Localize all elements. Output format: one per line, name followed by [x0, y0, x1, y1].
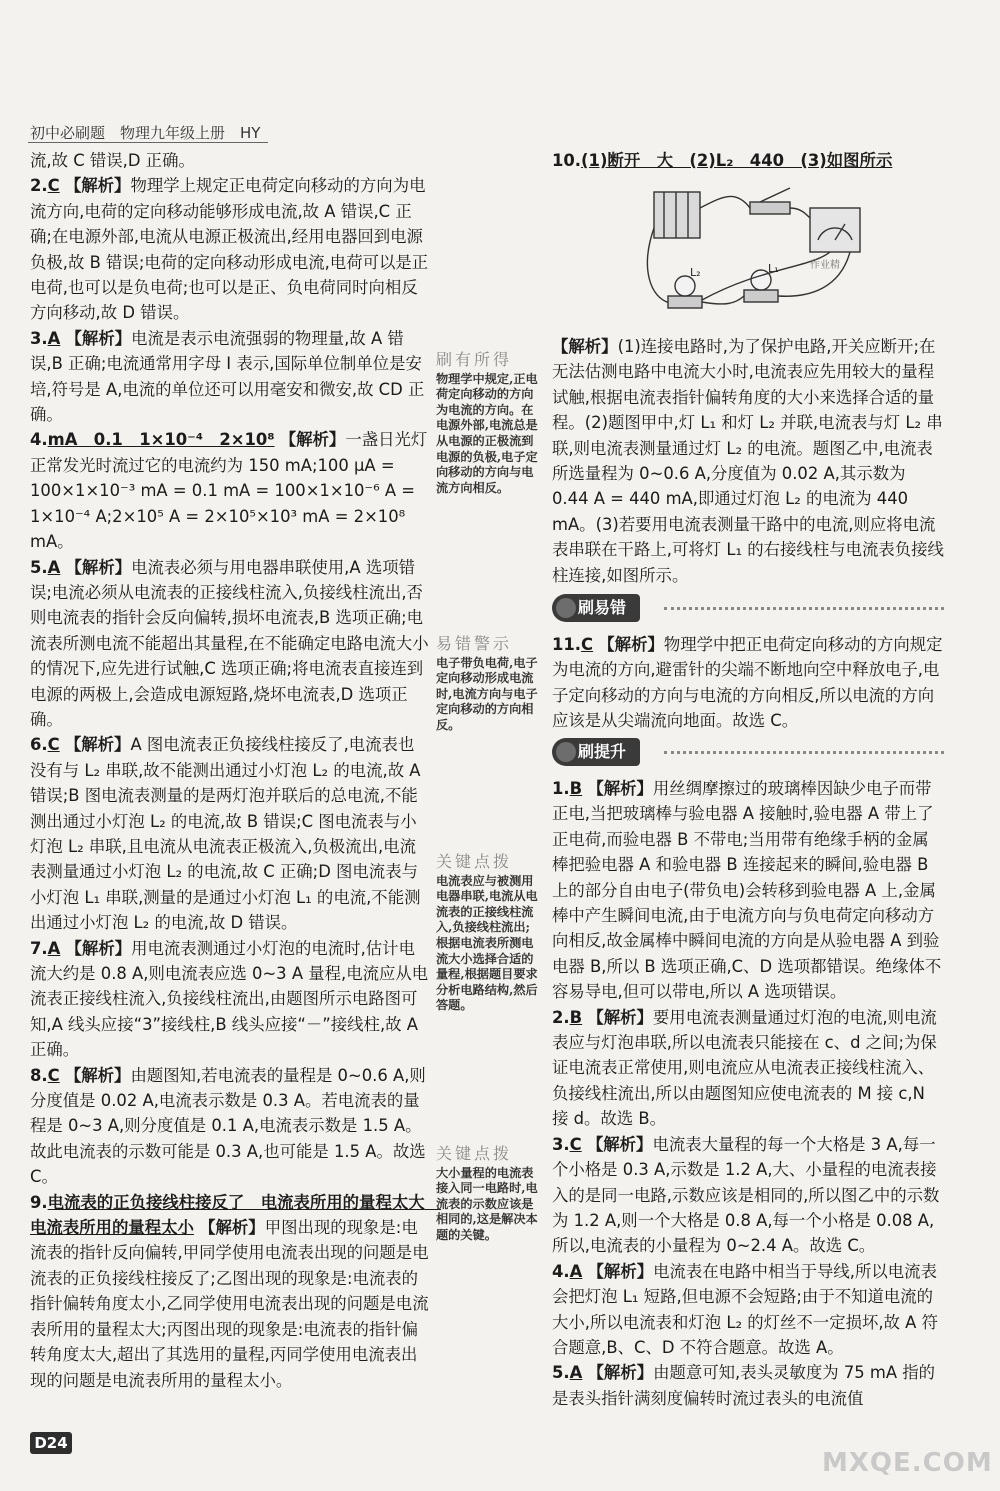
switch-icon	[750, 202, 790, 214]
bulb-base-l2	[668, 296, 702, 308]
section-icon	[556, 598, 576, 618]
left-column	[30, 148, 442, 1393]
circuit-diagram	[640, 178, 880, 328]
header-divider	[28, 142, 268, 143]
ammeter-icon	[810, 208, 860, 252]
side-note-takeaway: 刷有所得 物理学中规定,正电荷定向移动的方向为电流的方向。在电源外部,电流总是从电源的正极流到电源的负极,电子定向移动的方向与电流方向相反。	[436, 350, 538, 495]
section-improve: 刷提升	[552, 738, 944, 768]
l1-label: L₁	[768, 262, 779, 275]
improve-answer-5: 5.A 【解析】由题意可知,表头灵敏度为 75 mA 指的是表头指针满刻度偏转时流过表头的电流值	[552, 1363, 936, 1408]
watermark: MXQE.COM	[822, 1448, 993, 1478]
bulb-l2-icon	[675, 276, 695, 296]
improve-answers	[552, 776, 944, 1411]
stamp-label: 作业精	[810, 260, 840, 271]
answer-7: 7.A 【解析】用电流表测通过小灯泡的电流时,估计电流大约是 0.8 A,则电流表应选 0~3 A 量程,电流应从电流表正接线柱流入,负接线柱流出,由题图所示电路图可知,A 线头应接“3”接线柱,B 线头应接“－”接线柱,故 A 正确。	[30, 938, 429, 1060]
answer-4: 4.mA 0.1 1×10⁻⁴ 2×10⁸ 【解析】一盏日光灯正常发光时流过它的电流约为 150 mA;100 μA = 100×1×10⁻³ mA = 0.1 mA = 100×1×10⁻⁶ A = 1×10⁻⁴ A;2×10⁵ A = 2×10⁵×10³ mA = 2×10⁸ mA。	[30, 430, 428, 552]
improve-answer-2: 2.B 【解析】要用电流表测量通过灯泡的电流,则电流表应与灯泡串联,所以电流表只能接在 c、d 之间;为保证电流表正常使用,则电流应从电流表正接线柱流入、负接线柱流出,所以由题图知应使电流表的 M 接 c,N 接 d。故选 B。	[552, 1007, 937, 1129]
section-icon	[556, 742, 576, 762]
section-easy-wrong: 刷易错	[552, 594, 944, 624]
answer-6: 6.C 【解析】A 图电流表正负接线柱接反了,电流表也没有与 L₂ 串联,故不能测出通过小灯泡 L₂ 的电流,故 A 错误;B 图电流表测量的是两灯泡并联后的总电流,不能测出通过小灯泡 L₂ 的电流,故 B 错误;C 图电流表与小灯泡 L₂ 串联,且电流从电流表正极流入,负极流出,电流表测量通过小灯泡 L₂ 的电流,故 C 正确;D 图电流表与小灯泡 L₁ 串联,测量的是通过小灯泡 L₁ 的电流,不能测出通过小灯泡 L₂ 的电流,故 D 错误。	[30, 735, 421, 933]
improve-answer-3: 3.C 【解析】电流表大量程的每一个大格是 3 A,每一个小格是 0.3 A,示数是 1.2 A,大、小量程的电流表接入的是同一电路,示数应该是相同的,所以图乙中的示数为 1.2 A,则一个大格是 0.8 A,每一个小格是 0.08 A,所以,电流表的小量程为 0~2.4 A。故选 C。	[552, 1134, 940, 1256]
answer-3: 3.A 【解析】电流是表示电流强弱的物理量,故 A 错误,B 正确;电流通常用字母 I 表示,国际单位制单位是安培,符号是 A,电流的单位还可以用毫安和微安,故 CD 正确。	[30, 328, 425, 425]
answer-8: 8.C 【解析】由题图知,若电流表的量程是 0~0.6 A,则分度值是 0.02 A,电流表示数是 0.3 A。若电流表的量程是 0~3 A,则分度值是 0.1 A,电流表示数是 1.5 A。故此电流表的示数可能是 0.3 A,也可能是 1.5 A。故选 C。	[30, 1065, 426, 1187]
side-note-key-point-1: 关键点拨 电流表应与被测用电器串联,电流从电流表的正接线柱流入,负接线柱流出;根据电流表所测电流大小选择合适的量程,根据题目要求分析电路结构,然后答题。	[436, 852, 538, 1013]
answer-1-tail: 流,故 C 错误,D 正确。	[30, 151, 195, 170]
bulb-base-l1	[744, 290, 778, 302]
l2-label: L₂	[690, 266, 701, 279]
improve-answer-4: 4.A 【解析】电流表在电路中相当于导线,所以电流表会把灯泡 L₁ 短路,但电源不会短路;由于不知道电流的大小,所以电流表和灯泡 L₂ 的灯丝不一定损坏,故 A 符合题意,B、C、D 不符合题意。故选 A。	[552, 1261, 938, 1357]
answer-5: 5.A 【解析】电流表必须与用电器串联使用,A 选项错误;电流必须从电流表的正接线柱流入,负接线柱流出,否则电流表的指针会反向偏转,损坏电流表,B 选项正确;电流表所测电流不能超出其量程,在不能确定电路电流大小的情况下,应先进行试触,C 选项正确;将电流表直接连到电源的两极上,会造成电源短路,烧坏电流表,D 选项正确。	[30, 557, 429, 729]
answer-11: 11.C 【解析】物理学中把正电荷定向移动的方向规定为电流的方向,避雷针的尖端不断地向空中释放电子,电子定向移动的方向与电流的方向相反,所以电流的方向应该是从尖端流向地面。故选 C。	[552, 635, 943, 731]
answer-10-analysis: 【解析】(1)连接电路时,为了保护电路,开关应断开;在无法估测电路中电流大小时,电流表应先用较大的量程试触,根据电流表指针偏转角度的大小来选择合适的量程。(2)题图甲中,灯 L₁ 和灯 L₂ 并联,电流表与灯 L₂ 串联,则电流表测量通过灯 L₂ 的电流。题图乙中,电流表所选量程为 0~0.6 A,分度值为 0.02 A,其示数为 0.44 A = 440 mA,即通过灯泡 L₂ 的电流为 440 mA。(3)若要用电流表测量干路中的电流,则应将电流表串联在干路上,可将灯 L₁ 的右接线柱与电流表负接线柱连接,如图所示。	[552, 337, 944, 585]
answer-10-head: 10.(1)断开 大 (2)L₂ 440 (3)如图所示	[552, 151, 893, 170]
answer-2: 2.C 【解析】物理学上规定正电荷定向移动的方向为电流方向,电荷的定向移动能够形成电流,故 A 错误,C 正确;在电源外部,电流从电源正极流出,经用电器回到电源负极,故 B 错误;电荷的定向移动形成电流,电荷可以是正电荷,也可以是负电荷;也可以是正、负电荷同时向相反方向移动,故 D 错误。	[30, 176, 429, 323]
page-number: D24	[30, 1432, 72, 1454]
answer-9: 9.电流表的正负接线柱接反了 电流表所用的量程太大 电流表所用的量程太小 【解析】甲图出现的现象是:电流表的指针反向偏转,甲同学使用电流表出现的问题是电流表的正负接线柱接反了;乙图出现的现象是:电流表的指针偏转角度太小,乙同学使用电流表出现的问题是电流表所用的量程太大;丙图出现的现象是:电流表的指针偏转角度太大,超出了其选用的量程,丙同学使用电流表出现的问题是电流表所用的量程太小。	[30, 1192, 442, 1390]
side-note-key-point-2: 关键点拨 大小量程的电流表接入同一电路时,电流表的示数应该是相同的,这是解决本题的关键。	[436, 1144, 538, 1242]
side-note-error-warning: 易错警示 电子带负电荷,电子定向移动形成电流时,电流方向与电子定向移动的方向相反。	[436, 634, 538, 732]
book-header: 初中必刷题 物理九年级上册 HY	[30, 124, 261, 142]
battery-icon	[654, 192, 700, 238]
improve-answer-1: 1.B 【解析】用丝绸摩擦过的玻璃棒因缺少电子而带正电,当把玻璃棒与验电器 A 接触时,验电器 A 带上了正电荷,而验电器 B 不带电;当用带有绝缘手柄的金属棒把验电器 A 和验电器 B 连接起来的瞬间,验电器 B 上的部分自由电子(带负电)会转移到验电器 A 上,金属棒中产生瞬间电流,由于电流方向与负电荷定向移动方向相反,故金属棒中瞬间电流的方向是从验电器 A 到验电器 B,所以 B 选项正确,C、D 选项都错误。绝缘体不容易导电,但可以带电,所以 A 选项错误。	[552, 779, 942, 1002]
